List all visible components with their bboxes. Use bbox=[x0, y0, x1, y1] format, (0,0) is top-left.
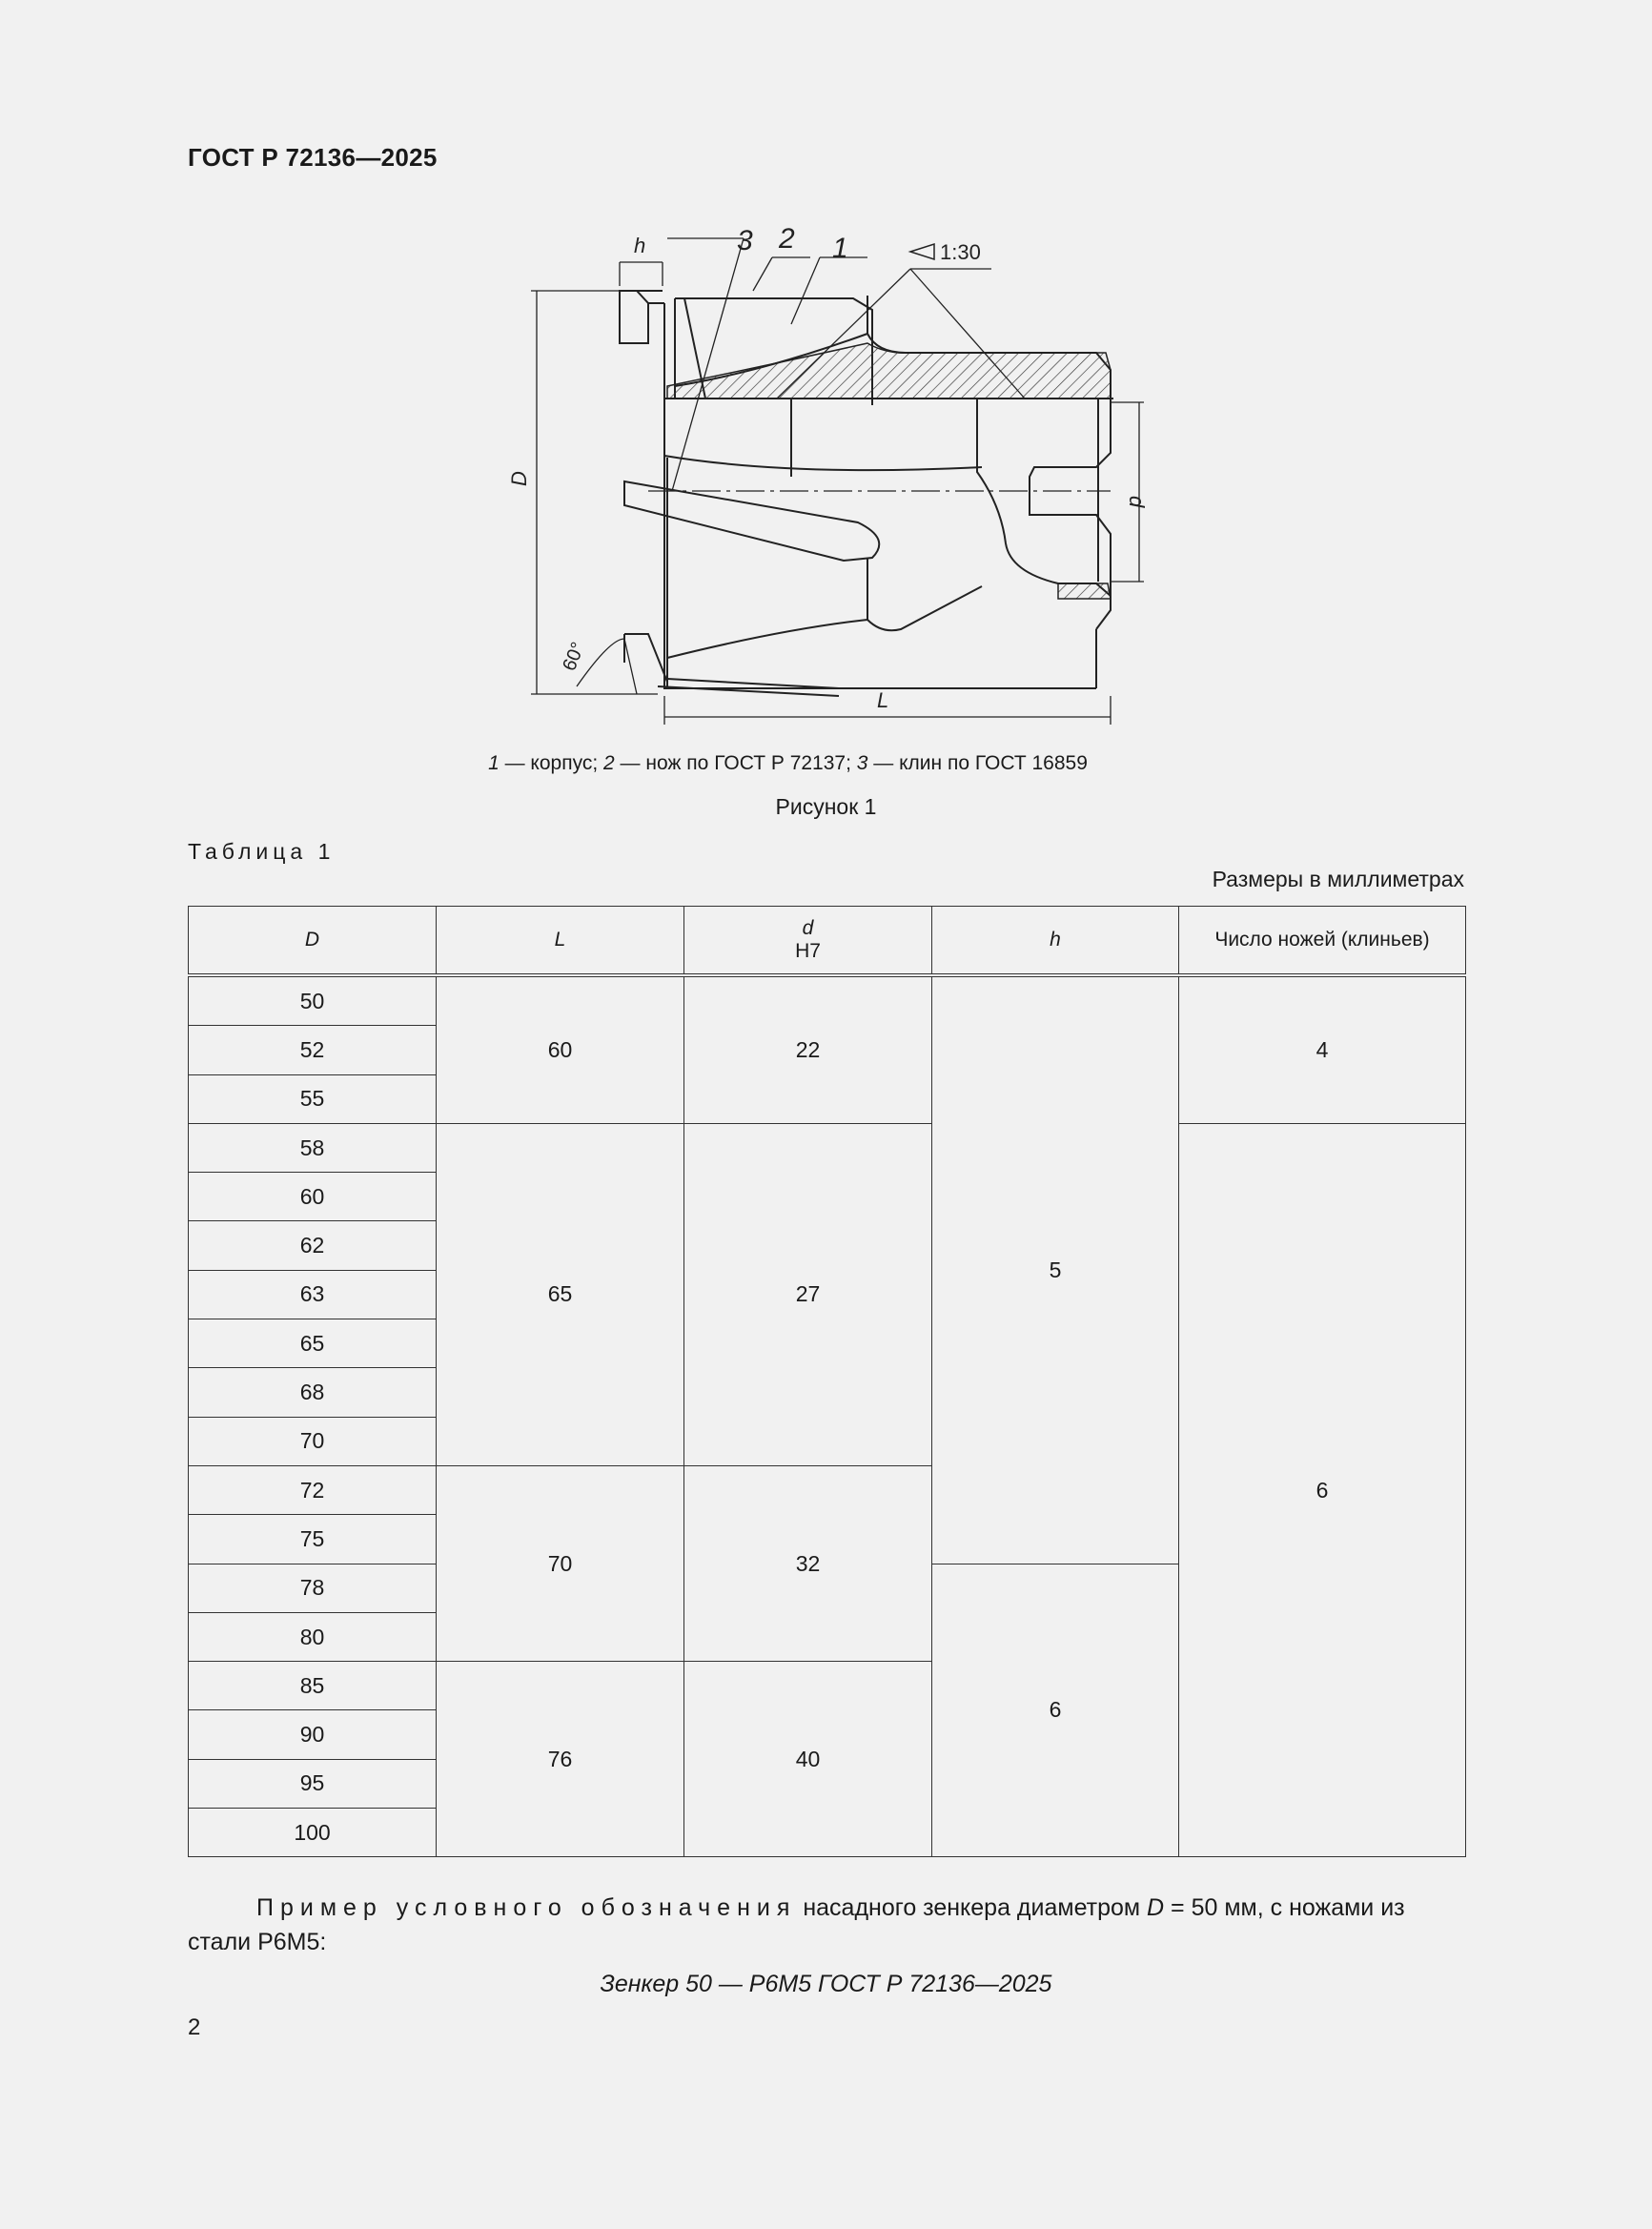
cell-D: 68 bbox=[189, 1368, 437, 1417]
taper-symbol-icon bbox=[910, 244, 934, 259]
cell-D: 95 bbox=[189, 1759, 437, 1808]
technical-drawing bbox=[477, 215, 1149, 729]
cell-D: 85 bbox=[189, 1662, 437, 1710]
dimension-lines bbox=[531, 238, 1144, 725]
header-d: d H7 bbox=[684, 907, 932, 976]
example-paragraph bbox=[188, 1891, 1465, 1959]
legend-text-1: — корпус; bbox=[499, 752, 604, 774]
example-designation: Зенкер 50 — Р6М5 ГОСТ Р 72136—2025 bbox=[600, 1971, 1052, 1997]
legend-text-3: — клин по ГОСТ 16859 bbox=[867, 752, 1088, 774]
table-row bbox=[189, 1123, 1466, 1172]
legend-num-3: 3 bbox=[856, 752, 868, 774]
label-taper: 1:30 bbox=[940, 240, 981, 264]
cell-D: 60 bbox=[189, 1173, 437, 1221]
header-D: D bbox=[189, 907, 437, 976]
label-h: h bbox=[634, 234, 646, 257]
label-part-2: 2 bbox=[779, 223, 795, 255]
header-h: h bbox=[932, 907, 1179, 976]
cell-D: 75 bbox=[189, 1515, 437, 1564]
cell-d: 22 bbox=[684, 975, 932, 1123]
figure-caption: Рисунок 1 bbox=[775, 794, 877, 819]
cell-d: 27 bbox=[684, 1123, 932, 1465]
cell-d: 40 bbox=[684, 1662, 932, 1857]
cell-d: 32 bbox=[684, 1465, 932, 1661]
label-L: L bbox=[877, 688, 889, 712]
cell-D: 58 bbox=[189, 1123, 437, 1172]
cell-D: 80 bbox=[189, 1612, 437, 1661]
cell-h: 5 bbox=[932, 975, 1179, 1564]
example-text-2: = 50 мм, с ножами из стали Р6М5: bbox=[188, 1894, 1405, 1955]
cell-D: 62 bbox=[189, 1221, 437, 1270]
example-heading: Пример условного обозначения bbox=[256, 1894, 797, 1921]
cell-D: 100 bbox=[189, 1809, 437, 1857]
cell-D: 55 bbox=[189, 1074, 437, 1123]
document-header: ГОСТ Р 72136—2025 bbox=[188, 143, 438, 172]
cell-D: 90 bbox=[189, 1710, 437, 1759]
cell-D: 70 bbox=[189, 1417, 437, 1465]
page-number: 2 bbox=[188, 2014, 201, 2040]
hatched-section-bottom bbox=[1058, 583, 1111, 599]
cell-knives: 4 bbox=[1179, 975, 1466, 1123]
cell-L: 60 bbox=[437, 975, 684, 1123]
cell-h: 6 bbox=[932, 1564, 1179, 1857]
label-D: D bbox=[507, 471, 531, 486]
table-title: Таблица 1 bbox=[188, 839, 336, 864]
header-knives: Число ножей (клиньев) bbox=[1179, 907, 1466, 976]
hatched-section-top bbox=[667, 343, 1111, 399]
countersink-drawing bbox=[477, 215, 1149, 729]
table-row bbox=[189, 975, 1466, 1026]
cell-L: 76 bbox=[437, 1662, 684, 1857]
dimensions-table bbox=[188, 906, 1466, 1857]
cell-L: 65 bbox=[437, 1123, 684, 1465]
example-variable: D bbox=[1147, 1894, 1165, 1921]
legend-num-1: 1 bbox=[488, 752, 500, 774]
label-angle: 60° bbox=[559, 639, 589, 674]
label-part-3: 3 bbox=[737, 225, 753, 256]
legend-num-2: 2 bbox=[603, 752, 615, 774]
example-text-1: насадного зенкера диаметром bbox=[796, 1894, 1148, 1921]
cell-D: 63 bbox=[189, 1270, 437, 1319]
cell-L: 70 bbox=[437, 1465, 684, 1661]
cell-D: 52 bbox=[189, 1026, 437, 1074]
cell-D: 78 bbox=[189, 1564, 437, 1612]
label-part-1: 1 bbox=[832, 233, 848, 264]
header-L: L bbox=[437, 907, 684, 976]
table-header-row bbox=[189, 907, 1466, 976]
table-units: Размеры в миллиметрах bbox=[1212, 867, 1464, 891]
figure-legend bbox=[0, 752, 1576, 775]
cell-knives: 6 bbox=[1179, 1123, 1466, 1856]
cell-D: 72 bbox=[189, 1465, 437, 1514]
cell-D: 65 bbox=[189, 1319, 437, 1368]
cell-D: 50 bbox=[189, 975, 437, 1026]
legend-text-2: — нож по ГОСТ Р 72137; bbox=[614, 752, 857, 774]
label-d: d bbox=[1125, 496, 1149, 508]
